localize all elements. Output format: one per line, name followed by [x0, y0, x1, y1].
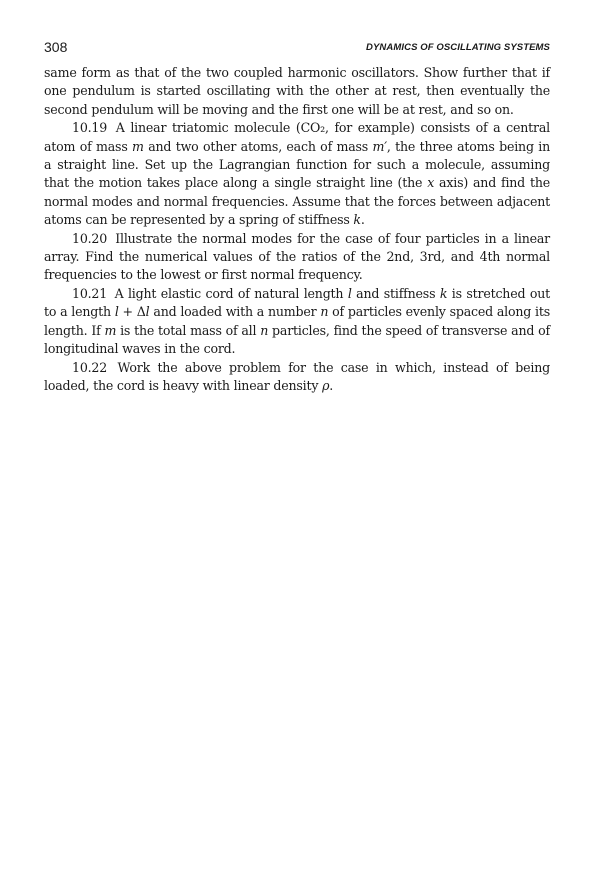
problem-number: 10.22 — [72, 359, 108, 375]
math-symbol: n — [320, 304, 329, 320]
text-run: of particles evenly spaced along its length. If — [44, 304, 550, 338]
problem-paragraph — [44, 285, 550, 359]
math-symbol: m — [104, 322, 117, 338]
math-symbol: ρ — [322, 377, 330, 393]
text-run: . — [329, 377, 334, 393]
math-symbol: l — [347, 285, 352, 301]
text-run: Work the above problem for the case in which, instead of being loaded, the cord is heavy with linear density — [44, 359, 551, 393]
continuation-paragraph — [44, 64, 550, 119]
problem-number: 10.19 — [72, 120, 108, 136]
text-run: and two other atoms, each of mass — [143, 138, 373, 154]
text-run: particles, find the speed of transverse and of longitudinal waves in the cord. — [44, 322, 550, 357]
text-run: and loaded with a number — [149, 304, 321, 320]
math-symbol: m — [132, 138, 144, 154]
math-symbol: l — [145, 304, 150, 320]
text-run: + Δ — [118, 304, 146, 320]
text-run: Illustrate the normal modes for the case of four particles in a linear array. Find the numerical values of the ratios of the 2nd, 3rd, and 4th normal frequencies to the lowest or first normal frequency. — [44, 230, 550, 283]
book-page — [44, 38, 550, 395]
text-run: axis) and find the normal modes and normal frequencies. Assume that the forces between adjacent atoms can be represented by a spring of stiffness — [44, 175, 550, 228]
math-symbol: m′ — [372, 138, 387, 154]
text-run: and stiffness — [351, 285, 440, 301]
text-run: same form as that of the two coupled harmonic oscillators. Show further that if one pendulum is started oscillating with the other at rest, then eventually the second pendulum will be moving and the first one will be at rest, and so on. — [44, 65, 550, 117]
text-run: A linear triatomic molecule (CO₂, for example) consists of a central atom of mass — [44, 120, 550, 154]
problem-number: 10.21 — [72, 285, 108, 301]
text-run: , the three atoms being in a straight line. Set up the Lagrangian function for such a molecule, assuming that the motion takes place along a single straight line (the — [44, 138, 550, 191]
page-number: 308 — [44, 39, 68, 55]
chapter-title: DYNAMICS OF OSCILLATING SYSTEMS — [366, 42, 550, 53]
text-run: . — [360, 212, 365, 228]
text-run: is stretched out to a length — [44, 285, 550, 320]
problem-paragraph — [44, 119, 550, 229]
math-symbol: n — [260, 322, 269, 338]
running-head — [44, 38, 550, 56]
math-symbol: k — [353, 212, 361, 228]
problem-paragraph — [44, 230, 550, 285]
math-symbol: k — [439, 285, 448, 301]
math-symbol: l — [114, 304, 119, 320]
problem-text — [44, 64, 550, 395]
text-run: A light elastic cord of natural length — [114, 285, 348, 301]
text-run: is the total mass of all — [116, 322, 261, 338]
problem-paragraph — [44, 359, 550, 396]
problem-number: 10.20 — [72, 230, 108, 246]
math-symbol: x — [427, 175, 435, 191]
